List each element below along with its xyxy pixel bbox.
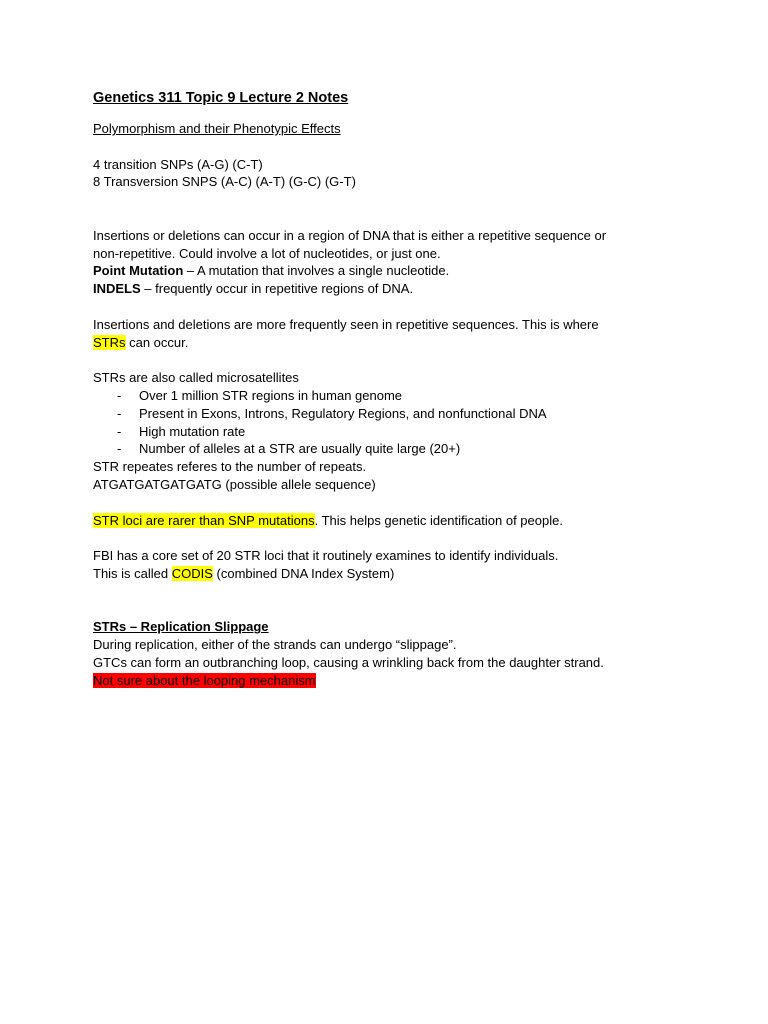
loci-line (93, 512, 693, 530)
loci-rest: . This helps genetic identification of people. (314, 512, 563, 528)
strs-highlight: STRs (93, 334, 126, 350)
indels-paragraph-line2: non-repetitive. Could involve a lot of nucleotides, or just one. (93, 245, 441, 261)
list-item-text: High mutation rate (139, 423, 246, 439)
codis-post: (combined DNA Index System) (212, 565, 395, 581)
list-item (93, 440, 693, 458)
repetitive-line2-rest: can occur. (125, 334, 189, 350)
list-item-text: Present in Exons, Introns, Regulatory Regions, and nonfunctional DNA (139, 405, 547, 421)
red-note-highlight: Not sure about the looping mechanism (93, 672, 316, 688)
bullet-dash: - (117, 387, 122, 403)
codis-line (93, 565, 693, 583)
list-item-text: Over 1 million STR regions in human genome (139, 387, 403, 403)
bullet-dash: - (117, 441, 122, 457)
indels-definition (93, 280, 693, 298)
indels-term: INDELS (93, 281, 141, 297)
section-subtitle: Polymorphism and their Phenotypic Effects (93, 121, 341, 136)
fbi-line: FBI has a core set of 20 STR loci that it routinely examines to identify individuals. (93, 548, 559, 564)
microsatellites-intro: STRs are also called microsatellites (93, 370, 299, 386)
snp-transversion-line: 8 Transversion SNPS (A-C) (A-T) (G-C) (G-T) (93, 174, 356, 190)
notes-body (93, 88, 693, 690)
list-item (93, 405, 693, 423)
codis-pre: This is called (93, 565, 172, 581)
list-item (93, 423, 693, 441)
slippage-line2: GTCs can form an outbranching loop, causing a wrinkling back from the daughter strand. (93, 654, 604, 670)
red-note-line (93, 672, 693, 690)
codis-highlight: CODIS (171, 565, 213, 581)
slippage-line1: During replication, either of the strands can undergo “slippage”. (93, 637, 457, 653)
str-repeats-line: STR repeates referes to the number of repeats. (93, 459, 367, 475)
slippage-heading: STRs – Replication Slippage (93, 619, 269, 635)
point-mutation-definition (93, 262, 693, 280)
point-mutation-term: Point Mutation (93, 263, 184, 279)
point-mutation-text: – A mutation that involves a single nucleotide. (183, 263, 450, 279)
allele-sequence-line: ATGATGATGATGATG (possible allele sequence) (93, 476, 376, 492)
loci-highlight: STR loci are rarer than SNP mutations (93, 512, 315, 528)
bullet-dash: - (117, 405, 122, 421)
bullet-dash: - (117, 423, 122, 439)
microsatellites-list (93, 387, 693, 458)
repetitive-line1: Insertions and deletions are more frequently seen in repetitive sequences. This is where (93, 316, 599, 332)
repetitive-line2 (93, 334, 693, 352)
snp-transition-line: 4 transition SNPs (A-G) (C-T) (93, 156, 263, 172)
document-title: Genetics 311 Topic 9 Lecture 2 Notes (93, 90, 349, 106)
list-item (93, 387, 693, 405)
indels-paragraph-line1: Insertions or deletions can occur in a region of DNA that is either a repetitive sequence or (93, 227, 607, 243)
indels-text: – frequently occur in repetitive regions of DNA. (140, 281, 414, 297)
list-item-text: Number of alleles at a STR are usually quite large (20+) (139, 441, 461, 457)
